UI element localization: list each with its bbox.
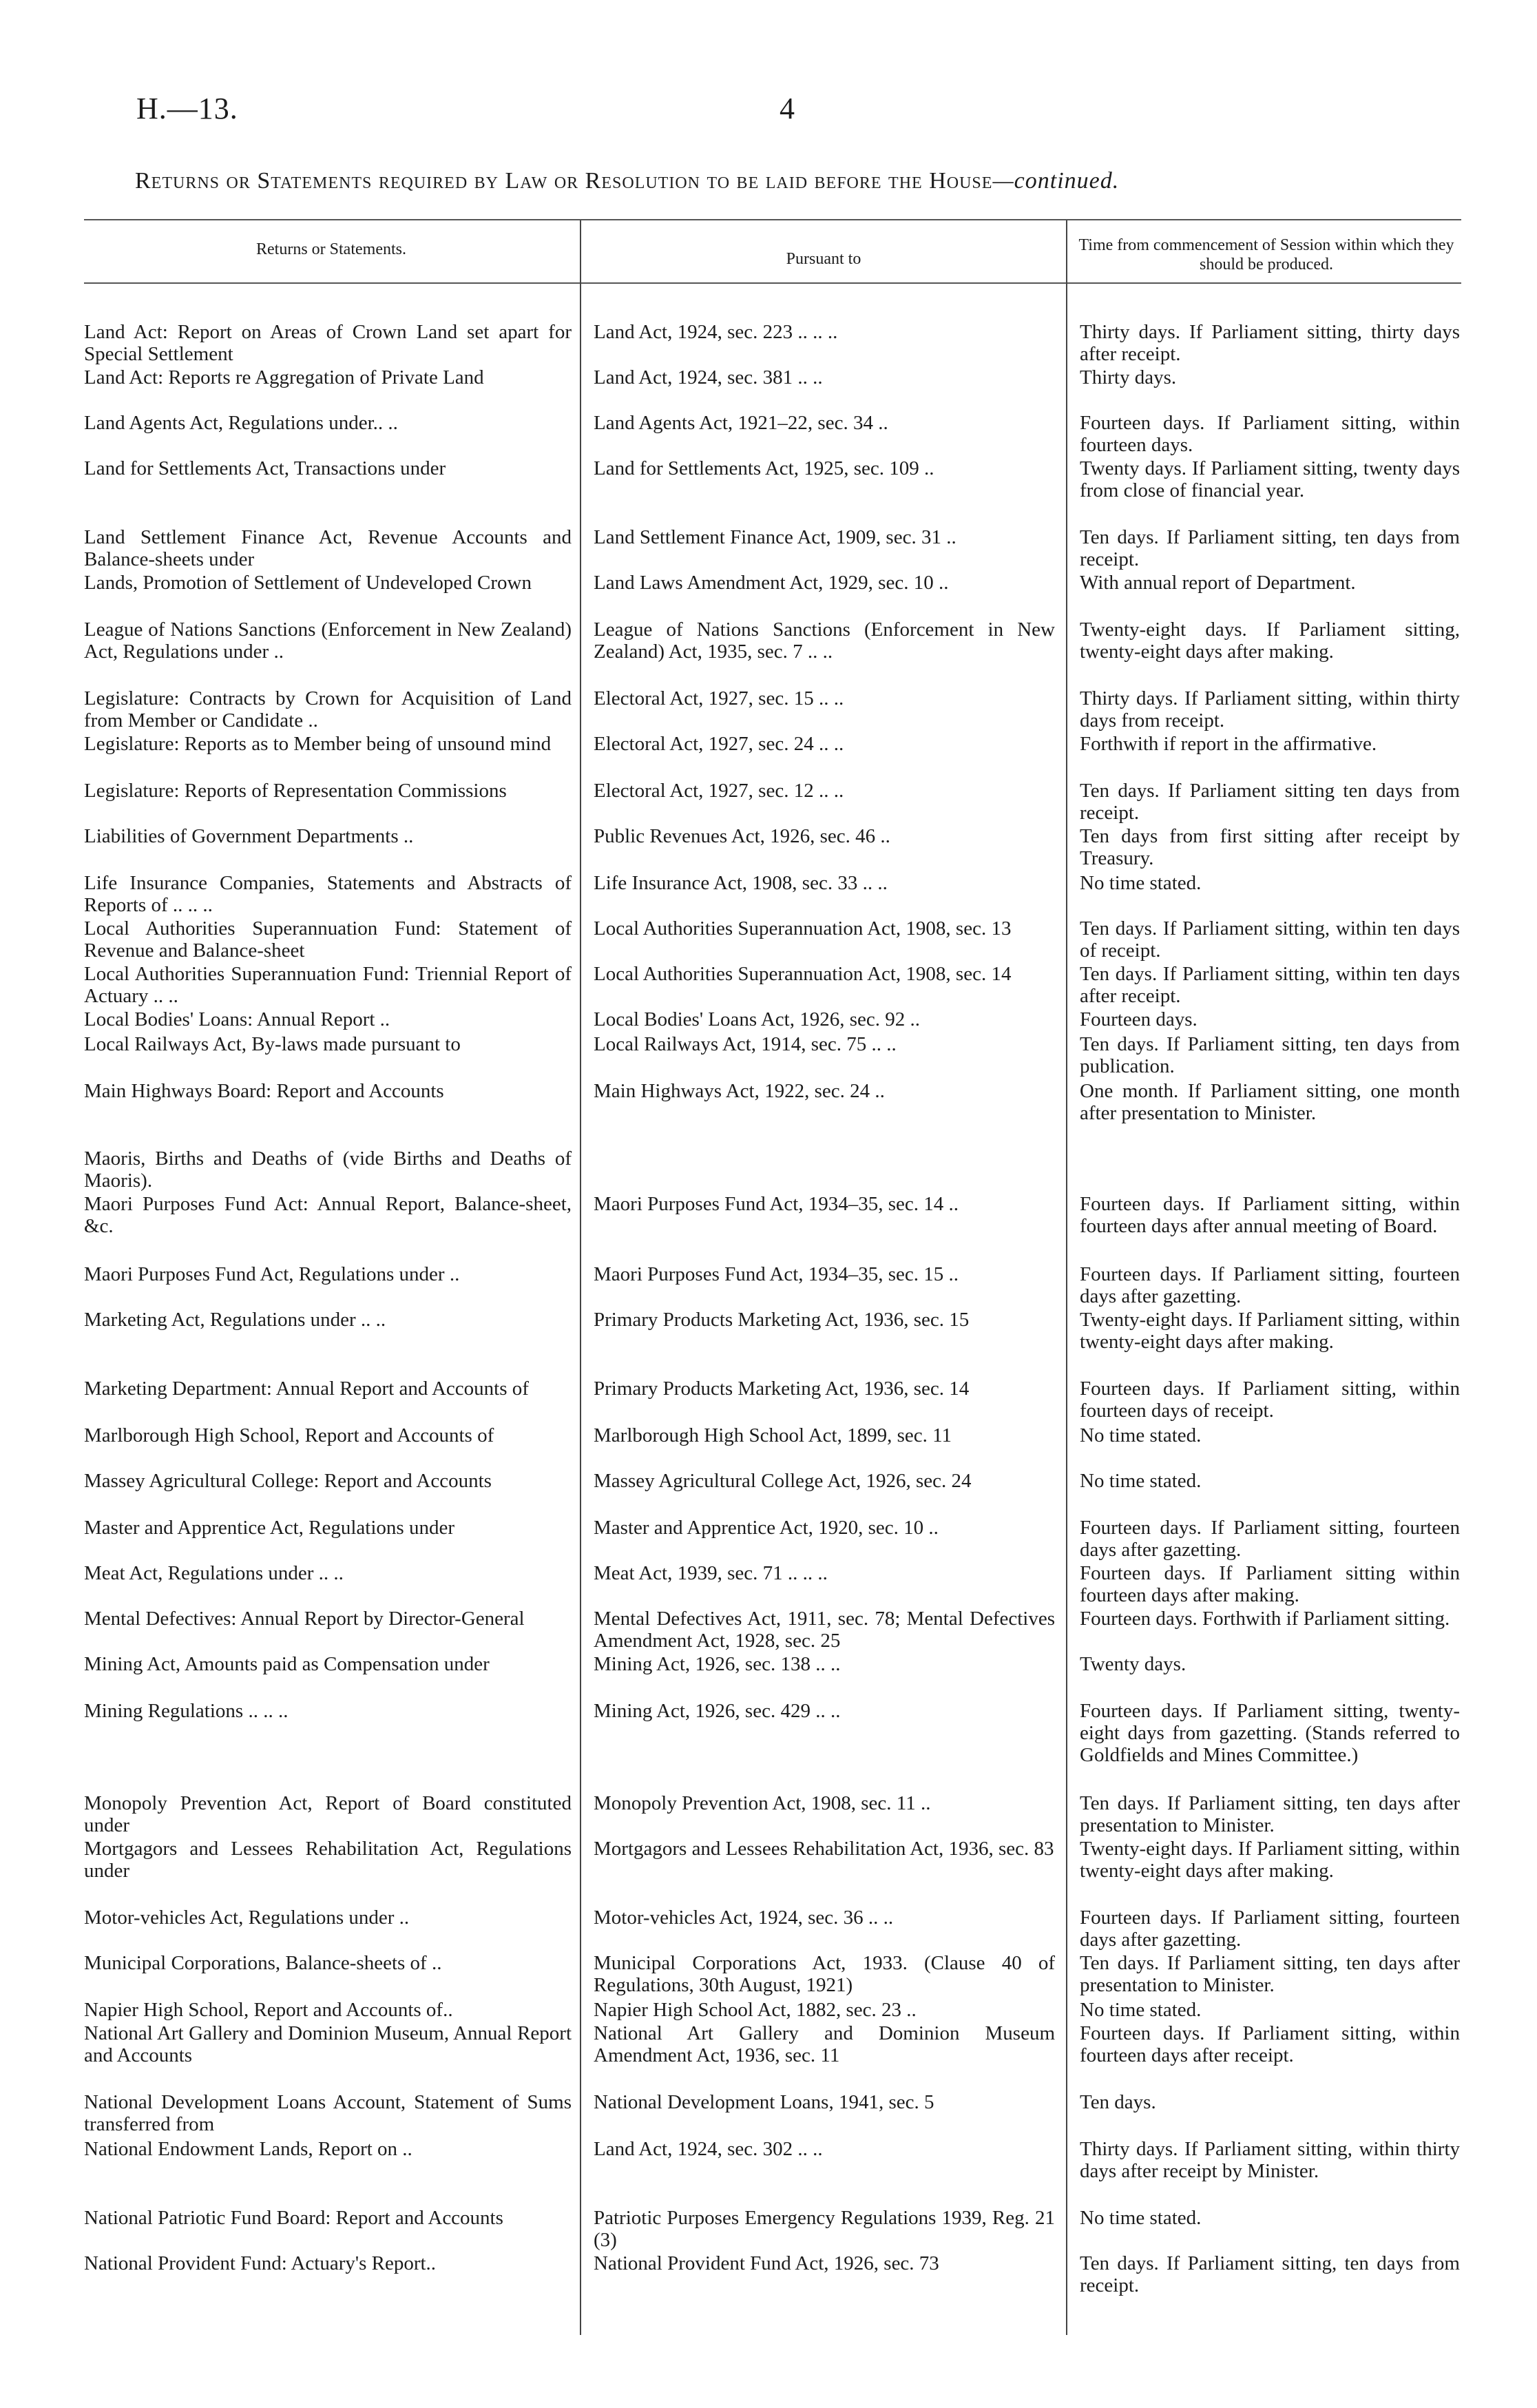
pursuant-cell: Local Railways Act, 1914, sec. 75 .. .. [594, 1033, 897, 1055]
pursuant-cell: Land Laws Amendment Act, 1929, sec. 10 .. [594, 572, 949, 594]
table-header-rule [84, 282, 1461, 284]
pursuant-cell: National Art Gallery and Dominion Museum Amendment Act, 1936, sec. 11 [594, 2022, 1055, 2066]
pursuant-cell: Life Insurance Act, 1908, sec. 33 .. .. [594, 872, 888, 894]
time-cell: Twenty days. [1080, 1653, 1186, 1675]
return-cell: Life Insurance Companies, Statements and Abstracts of Reports of .. .. .. [84, 872, 572, 916]
return-cell: Marketing Act, Regulations under .. .. [84, 1309, 386, 1331]
return-cell: National Provident Fund: Actuary's Report.. [84, 2252, 437, 2274]
time-cell: Thirty days. If Parliament sitting, within thirty days after receipt by Minister. [1080, 2138, 1460, 2182]
pursuant-cell: Mining Act, 1926, sec. 138 .. .. [594, 1653, 841, 1675]
pursuant-cell: Land Act, 1924, sec. 223 .. .. .. [594, 321, 838, 343]
time-cell: Fourteen days. If Parliament sitting within fourteen days after making. [1080, 1562, 1460, 1606]
pursuant-cell: League of Nations Sanctions (Enforcement in New Zealand) Act, 1935, sec. 7 .. .. [594, 619, 1055, 663]
return-cell: Mining Act, Amounts paid as Compensation under [84, 1653, 490, 1675]
return-cell: Meat Act, Regulations under .. .. [84, 1562, 344, 1584]
return-cell: Marlborough High School, Report and Accounts of [84, 1424, 494, 1446]
time-cell: Forthwith if report in the affirmative. [1080, 733, 1377, 755]
time-cell: Ten days. If Parliament sitting ten days from receipt. [1080, 780, 1460, 824]
pursuant-cell: Mental Defectives Act, 1911, sec. 78; Mental Defectives Amendment Act, 1928, sec. 25 [594, 1608, 1055, 1652]
return-cell: National Endowment Lands, Report on .. [84, 2138, 412, 2160]
pursuant-cell: Land Settlement Finance Act, 1909, sec. 31 .. [594, 526, 956, 548]
time-cell: Fourteen days. If Parliament sitting, fourteen days after gazetting. [1080, 1907, 1460, 1951]
column-header-time: Time from commencement of Session within which they should be produced. [1078, 236, 1454, 273]
return-cell: Mental Defectives: Annual Report by Director-General [84, 1608, 525, 1630]
pursuant-cell: Electoral Act, 1927, sec. 15 .. .. [594, 687, 844, 709]
pursuant-cell: Electoral Act, 1927, sec. 12 .. .. [594, 780, 844, 802]
return-cell: Monopoly Prevention Act, Report of Board constituted under [84, 1792, 572, 1836]
return-cell: Land Settlement Finance Act, Revenue Accounts and Balance-sheets under [84, 526, 572, 570]
pursuant-cell: Public Revenues Act, 1926, sec. 46 .. [594, 825, 890, 847]
page-title [135, 168, 1443, 194]
column-divider-2 [1066, 220, 1067, 2335]
return-cell: Legislature: Reports as to Member being of unsound mind [84, 733, 552, 755]
pursuant-cell: Maori Purposes Fund Act, 1934–35, sec. 14 .. [594, 1193, 959, 1215]
time-cell: Ten days from first sitting after receipt by Treasury. [1080, 825, 1460, 869]
time-cell: Fourteen days. If Parliament sitting, within fourteen days. [1080, 412, 1460, 456]
pursuant-cell: Local Authorities Superannuation Act, 1908, sec. 14 [594, 963, 1012, 985]
time-cell: No time stated. [1080, 2207, 1202, 2229]
return-cell: Maoris, Births and Deaths of (vide Births and Deaths of Maoris). [84, 1148, 572, 1192]
time-cell: Fourteen days. If Parliament sitting, twenty-eight days from gazetting. (Stands referred to Goldfields and Mines Committee.) [1080, 1700, 1460, 1766]
time-cell: Ten days. [1080, 2091, 1156, 2113]
return-cell: Land for Settlements Act, Transactions under [84, 457, 446, 479]
time-cell: Ten days. If Parliament sitting, within ten days of receipt. [1080, 917, 1460, 962]
pursuant-cell: Primary Products Marketing Act, 1936, sec. 14 [594, 1378, 970, 1400]
pursuant-cell: Electoral Act, 1927, sec. 24 .. .. [594, 733, 844, 755]
return-cell: Master and Apprentice Act, Regulations under [84, 1517, 454, 1539]
time-cell: No time stated. [1080, 1999, 1202, 2021]
pursuant-cell: Local Authorities Superannuation Act, 1908, sec. 13 [594, 917, 1012, 940]
time-cell: Ten days. If Parliament sitting, within ten days after receipt. [1080, 963, 1460, 1007]
time-cell: Thirty days. If Parliament sitting, within thirty days from receipt. [1080, 687, 1460, 731]
pursuant-cell: Mining Act, 1926, sec. 429 .. .. [594, 1700, 841, 1722]
time-cell: Ten days. If Parliament sitting, ten days after presentation to Minister. [1080, 1792, 1460, 1836]
time-cell: Fourteen days. Forthwith if Parliament sitting. [1080, 1608, 1450, 1630]
pursuant-cell: Main Highways Act, 1922, sec. 24 .. [594, 1080, 885, 1102]
return-cell: Massey Agricultural College: Report and Accounts [84, 1470, 492, 1492]
return-cell: Local Railways Act, By-laws made pursuant to [84, 1033, 461, 1055]
pursuant-cell: Marlborough High School Act, 1899, sec. 11 [594, 1424, 952, 1446]
document-id: H.—13. [136, 92, 238, 125]
pursuant-cell: Municipal Corporations Act, 1933. (Clause 40 of Regulations, 30th August, 1921) [594, 1952, 1055, 1996]
column-header-returns: Returns or Statements. [256, 240, 406, 258]
page-number: 4 [780, 92, 795, 125]
table-top-rule [84, 219, 1461, 220]
title-main: Returns or Statements required by Law or Resolution to be laid before the House [135, 168, 993, 194]
pursuant-cell: Massey Agricultural College Act, 1926, sec. 24 [594, 1470, 972, 1492]
return-cell: National Art Gallery and Dominion Museum, Annual Report and Accounts [84, 2022, 572, 2066]
return-cell: Land Act: Reports re Aggregation of Private Land [84, 366, 484, 388]
time-cell: No time stated. [1080, 1470, 1202, 1492]
return-cell: Mining Regulations .. .. .. [84, 1700, 289, 1722]
time-cell: Thirty days. If Parliament sitting, thirty days after receipt. [1080, 321, 1460, 365]
time-cell: Fourteen days. If Parliament sitting, within fourteen days of receipt. [1080, 1378, 1460, 1422]
return-cell: Lands, Promotion of Settlement of Undeveloped Crown [84, 572, 532, 594]
time-cell: Fourteen days. If Parliament sitting, within fourteen days after receipt. [1080, 2022, 1460, 2066]
return-cell: Maori Purposes Fund Act, Regulations under .. [84, 1263, 460, 1285]
return-cell: Land Act: Report on Areas of Crown Land set apart for Special Settlement [84, 321, 572, 365]
pursuant-cell: Napier High School Act, 1882, sec. 23 .. [594, 1999, 917, 2021]
time-cell: Twenty-eight days. If Parliament sitting, within twenty-eight days after making. [1080, 1309, 1460, 1353]
pursuant-cell: Patriotic Purposes Emergency Regulations 1939, Reg. 21 (3) [594, 2207, 1055, 2251]
time-cell: Ten days. If Parliament sitting, ten days from publication. [1080, 1033, 1460, 1077]
pursuant-cell: National Provident Fund Act, 1926, sec. 73 [594, 2252, 939, 2274]
pursuant-cell: Land for Settlements Act, 1925, sec. 109 .. [594, 457, 934, 479]
pursuant-cell: Maori Purposes Fund Act, 1934–35, sec. 15 .. [594, 1263, 959, 1285]
column-divider-1 [580, 220, 581, 2335]
time-cell: Thirty days. [1080, 366, 1177, 388]
pursuant-cell: Master and Apprentice Act, 1920, sec. 10 .. [594, 1517, 939, 1539]
time-cell: Fourteen days. If Parliament sitting, within fourteen days after annual meeting of Board. [1080, 1193, 1460, 1237]
time-cell: One month. If Parliament sitting, one month after presentation to Minister. [1080, 1080, 1460, 1124]
return-cell: Maori Purposes Fund Act: Annual Report, Balance-sheet, &c. [84, 1193, 572, 1237]
pursuant-cell: Motor-vehicles Act, 1924, sec. 36 .. .. [594, 1907, 894, 1929]
pursuant-cell: Land Act, 1924, sec. 381 .. .. [594, 366, 823, 388]
return-cell: Motor-vehicles Act, Regulations under .. [84, 1907, 410, 1929]
return-cell: Legislature: Contracts by Crown for Acquisition of Land from Member or Candidate .. [84, 687, 572, 731]
return-cell: Mortgagors and Lessees Rehabilitation Act, Regulations under [84, 1838, 572, 1882]
pursuant-cell: Local Bodies' Loans Act, 1926, sec. 92 .. [594, 1008, 920, 1030]
time-cell: No time stated. [1080, 1424, 1202, 1446]
pursuant-cell: Mortgagors and Lessees Rehabilitation Act, 1936, sec. 83 [594, 1838, 1054, 1860]
time-cell: Twenty-eight days. If Parliament sitting, twenty-eight days after making. [1080, 619, 1460, 663]
time-cell: Fourteen days. If Parliament sitting, fourteen days after gazetting. [1080, 1517, 1460, 1561]
time-cell: Twenty days. If Parliament sitting, twenty days from close of financial year. [1080, 457, 1460, 501]
return-cell: Main Highways Board: Report and Accounts [84, 1080, 444, 1102]
return-cell: Marketing Department: Annual Report and Accounts of [84, 1378, 529, 1400]
pursuant-cell: Monopoly Prevention Act, 1908, sec. 11 .. [594, 1792, 931, 1814]
return-cell: Napier High School, Report and Accounts of.. [84, 1999, 453, 2021]
return-cell: Local Authorities Superannuation Fund: Statement of Revenue and Balance-sheet [84, 917, 572, 962]
time-cell: Fourteen days. [1080, 1008, 1198, 1030]
time-cell: No time stated. [1080, 872, 1202, 894]
return-cell: Local Bodies' Loans: Annual Report .. [84, 1008, 390, 1030]
pursuant-cell: Primary Products Marketing Act, 1936, sec. 15 [594, 1309, 970, 1331]
pursuant-cell: National Development Loans, 1941, sec. 5 [594, 2091, 934, 2113]
title-suffix: —continued. [992, 168, 1120, 194]
time-cell: Ten days. If Parliament sitting, ten days from receipt. [1080, 2252, 1460, 2296]
pursuant-cell: Land Agents Act, 1921–22, sec. 34 .. [594, 412, 888, 434]
pursuant-cell: Land Act, 1924, sec. 302 .. .. [594, 2138, 823, 2160]
return-cell: Legislature: Reports of Representation Commissions [84, 780, 507, 802]
time-cell: With annual report of Department. [1080, 572, 1356, 594]
return-cell: National Development Loans Account, Statement of Sums transferred from [84, 2091, 572, 2135]
return-cell: Local Authorities Superannuation Fund: Triennial Report of Actuary .. .. [84, 963, 572, 1007]
pursuant-cell: Meat Act, 1939, sec. 71 .. .. .. [594, 1562, 828, 1584]
return-cell: Municipal Corporations, Balance-sheets of .. [84, 1952, 442, 1974]
time-cell: Ten days. If Parliament sitting, ten days from receipt. [1080, 526, 1460, 570]
time-cell: Twenty-eight days. If Parliament sitting, within twenty-eight days after making. [1080, 1838, 1460, 1882]
return-cell: Liabilities of Government Departments .. [84, 825, 414, 847]
return-cell: League of Nations Sanctions (Enforcement in New Zealand) Act, Regulations under .. [84, 619, 572, 663]
return-cell: Land Agents Act, Regulations under.. .. [84, 412, 398, 434]
time-cell: Ten days. If Parliament sitting, ten days after presentation to Minister. [1080, 1952, 1460, 1996]
time-cell: Fourteen days. If Parliament sitting, fourteen days after gazetting. [1080, 1263, 1460, 1307]
column-header-pursuant: Pursuant to [786, 250, 861, 268]
return-cell: National Patriotic Fund Board: Report and Accounts [84, 2207, 503, 2229]
